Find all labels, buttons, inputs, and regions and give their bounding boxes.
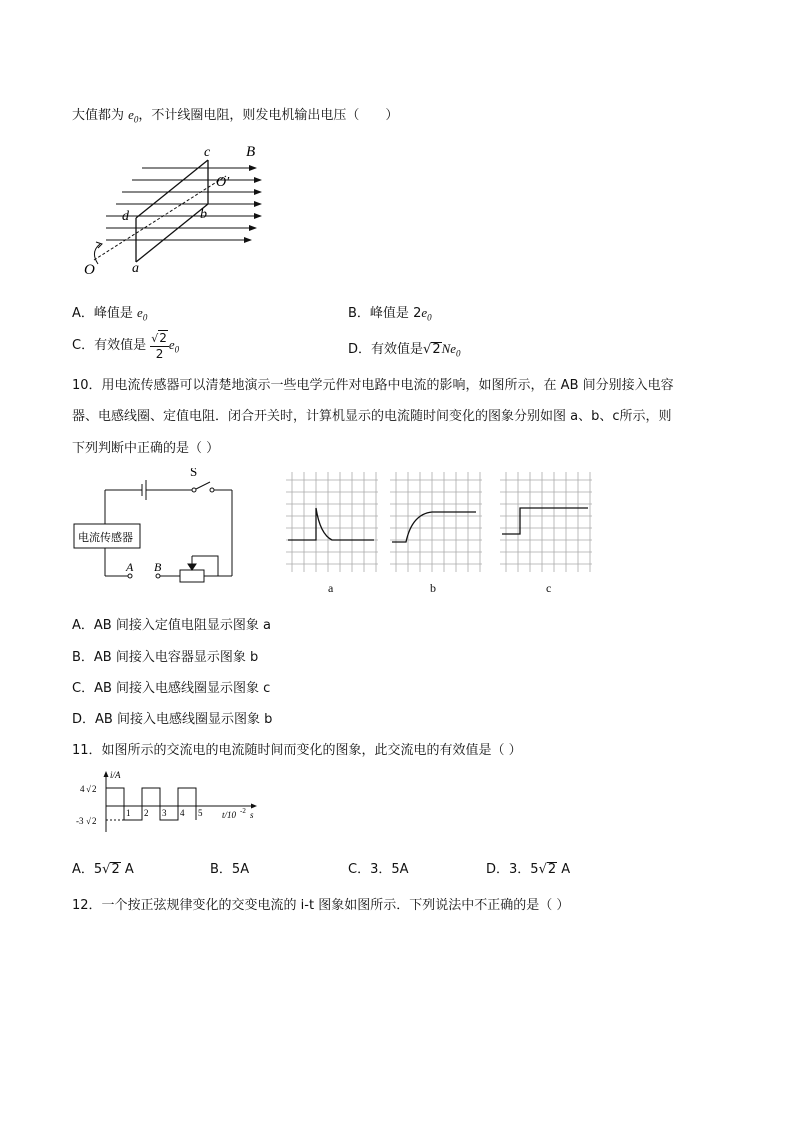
coil <box>136 160 208 262</box>
q11-stem: 11．如图所示的交流电的电流随时间而变化的图象，此交流电的有效值是（ ） <box>72 743 522 758</box>
label-a: a <box>132 261 139 276</box>
y-axis-label: i/A <box>110 770 121 780</box>
tick-5: 5 <box>198 808 203 818</box>
q10-graph-c <box>500 472 592 572</box>
x-axis-label: t/10 <box>222 810 237 820</box>
tick-4: 4 <box>180 808 185 818</box>
q10-option-a[interactable]: A．AB 间接入定值电阻显示图象 a <box>72 618 271 633</box>
q10-circuit <box>70 468 240 583</box>
label-B: B <box>246 144 256 160</box>
q9-intro: 大值都为 $e_0$，不计线圈电阻，则发电机输出电压（ ） <box>72 107 399 125</box>
tick-1: 1 <box>126 808 131 818</box>
q12-stem: 12．一个按正弦规律变化的交变电流的 i-t 图象如图所示．下列说法中不正确的是（ ） <box>72 898 570 913</box>
curve-c <box>502 508 588 534</box>
x-axis-exp: -2 <box>240 807 246 815</box>
svg-text:√: √ <box>86 816 91 826</box>
terminal-A: A <box>126 560 134 574</box>
q10-stem-line3: 下列判断中正确的是（ ） <box>72 441 220 456</box>
pos-value-coef: 4 <box>80 784 85 794</box>
q10-graph-a <box>286 472 378 572</box>
graph-caption-b: b <box>430 581 436 595</box>
switch-label: S <box>190 468 198 479</box>
label-b: b <box>200 207 207 222</box>
tick-3: 3 <box>162 808 167 818</box>
q11-option-a[interactable]: A．5√2 A <box>72 862 134 877</box>
label-O-prime: O′ <box>216 175 230 190</box>
svg-text:√: √ <box>86 784 91 794</box>
q9-option-c[interactable]: C．有效值是 $\frac{√2}{2}$ $e_0$ <box>72 331 180 361</box>
fraction: $\frac{√2}{2}$ <box>151 331 167 361</box>
curve-a <box>288 508 374 540</box>
pos-value-root: 2 <box>92 784 97 794</box>
q11-current-graph <box>74 768 264 834</box>
neg-value-root: 2 <box>92 816 97 826</box>
q9-option-a[interactable]: A．峰值是 $e_0$ <box>72 305 148 323</box>
q9-coil-figure <box>76 140 276 280</box>
tick-2: 2 <box>144 808 149 818</box>
q10-stem-line2: 器、电感线圈、定值电阻．闭合开关时，计算机显示的电流随时间变化的图象分别如图 a、b、c所示，则 <box>72 409 672 424</box>
graph-caption-c: c <box>546 581 552 595</box>
label-c: c <box>204 145 211 160</box>
neg-value-coef: -3 <box>76 816 84 826</box>
q10-option-b[interactable]: B．AB 间接入电容器显示图象 b <box>72 650 259 665</box>
graph-caption-a: a <box>328 581 334 595</box>
q10-option-c[interactable]: C．AB 间接入电感线圈显示图象 c <box>72 681 271 696</box>
curve-b <box>392 512 476 542</box>
q10-option-d[interactable]: D．AB 间接入电感线圈显示图象 b <box>72 712 273 727</box>
q11-option-c[interactable]: C．3．5A <box>348 862 409 877</box>
q9-option-b[interactable]: B．峰值是 $2e_0$ <box>348 305 432 323</box>
label-d: d <box>122 209 129 224</box>
q10-stem-line1: 10．用电流传感器可以清楚地演示一些电学元件对电路中电流的影响，如图所示，在 AB 间分别接入电容 <box>72 378 674 393</box>
q10-graph-b <box>390 472 482 572</box>
q11-option-b[interactable]: B．5A <box>210 862 250 877</box>
field-lines <box>106 168 261 240</box>
label-O: O <box>84 262 95 278</box>
q11-option-d[interactable]: D．3．5√2 A <box>486 862 571 877</box>
terminal-B: B <box>154 560 162 574</box>
sensor-label: 电流传感器 <box>78 531 133 544</box>
q9-option-d[interactable]: D．有效值是$√2Ne_0$ <box>348 341 461 359</box>
x-axis-unit: s <box>250 810 254 820</box>
